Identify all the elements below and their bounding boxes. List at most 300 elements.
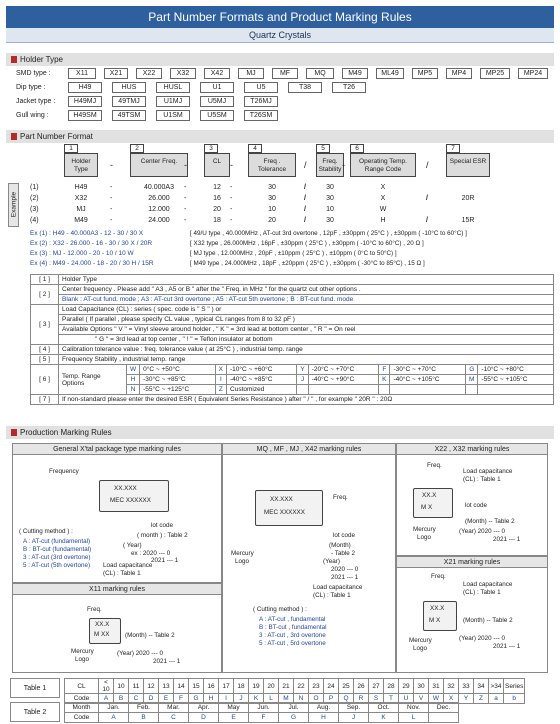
cutting-3: 3 : AT-cut , 3rd overtone (259, 632, 326, 639)
holder-row-label: Dip type : (16, 84, 46, 91)
pn-slash: / (304, 195, 306, 202)
code-cell: Jan. (99, 703, 129, 713)
chip-illustration (413, 488, 453, 518)
code-cell: C (159, 713, 189, 723)
pn-dash: - (230, 160, 233, 170)
logo-label: Logo (75, 656, 90, 663)
spec-num: [ 2 ] (31, 285, 59, 305)
pn-header-2: Center Freq. (130, 153, 188, 177)
code-cell: N (294, 694, 309, 704)
code-cell: U (399, 694, 414, 704)
pn-dash: - (184, 160, 187, 170)
example-label-text: Example (10, 191, 18, 218)
code-cell: 15 (189, 679, 204, 694)
spec-text: Blank : AT-cut fund. mode ; A3 : AT-cut 3rd overtone ; A5 : AT-cut 5th overtone ; B : BT-cut fund. mode (59, 295, 554, 305)
chip-line-2: M XX (94, 631, 110, 638)
code-cell: 10 (114, 679, 129, 694)
holder-row-label: Jacket type : (16, 98, 56, 105)
load-cap-table: (CL) : Table 1 (463, 476, 501, 483)
temp-range-label: Temp. Range Options (59, 365, 127, 395)
year-example-2: 2021 --- 1 (151, 557, 179, 564)
temp-code: Y (297, 365, 308, 375)
chip-illustration (89, 618, 121, 644)
pn-header-num: 3 (204, 144, 218, 153)
example-cell: 15R (461, 217, 475, 224)
chip-line-2: MEC XXXXXX (264, 509, 305, 516)
code-cell: 33 (459, 679, 474, 694)
holder-chip-mj: MJ (238, 68, 264, 79)
spec-num: [ 3 ] (31, 305, 59, 345)
pn-slash: / (304, 160, 307, 170)
pn-dash: - (230, 217, 233, 224)
code-cell: M (279, 694, 294, 704)
code-cell: L (399, 713, 429, 723)
temp-range (478, 385, 554, 395)
temp-code: K (379, 375, 390, 385)
pn-example-lines (0, 230, 560, 274)
example-cell: 30 (326, 195, 334, 202)
example-cell: 24.000 (148, 217, 170, 224)
code-cell: 20 (264, 679, 279, 694)
load-cap-label: Load capacitance (463, 581, 513, 588)
pn-dash: - (110, 160, 113, 170)
code-cell: 32 (444, 679, 459, 694)
year-example-2: 2021 --- 1 (493, 536, 521, 543)
panel-title: General X'tal package type marking rules (13, 444, 221, 455)
example-cell: 40.000A3 (144, 184, 174, 191)
panel-title: X11 marking rules (13, 584, 221, 595)
holder-chip-u1sm: U1SM (156, 110, 190, 121)
code-cell: Y (459, 694, 474, 704)
example-cell: H49 (74, 184, 88, 191)
temp-code (379, 385, 390, 395)
temp-code: G (466, 365, 478, 375)
code-cell: 13 (159, 679, 174, 694)
year-example-2: 2021 --- 1 (493, 643, 521, 650)
pn-header-num: 1 (64, 144, 78, 153)
holder-chip-mq: MQ (306, 68, 334, 79)
temp-range: -30°C ~ +85°C (140, 375, 216, 385)
pn-header-7: Special ESR (446, 153, 490, 177)
mercury-label: Mercury (231, 550, 254, 557)
temp-range: -10°C ~ +60°C (227, 365, 297, 375)
code-cell: 11 (129, 679, 144, 694)
pn-slash: / (426, 160, 429, 170)
temp-code: Z (215, 385, 226, 395)
code-cell: Z (474, 694, 489, 704)
spec-table (30, 274, 554, 405)
cutting-b: B : BT-cut , fundamental (259, 624, 327, 631)
load-cap-table: (CL) : Table 1 (103, 570, 141, 577)
pn-dash: - (230, 195, 233, 202)
mercury-label: Mercury (413, 526, 436, 533)
temp-range: -30°C ~ +70°C (390, 365, 466, 375)
code-cell: 18 (234, 679, 249, 694)
load-cap-label: Load capacitance (463, 468, 513, 475)
table-2 (64, 702, 459, 723)
example-num: (3) (30, 206, 39, 213)
month-label: (Month) -- Table 2 (465, 518, 515, 525)
spec-text: Load Capacitance (CL) : series ( spec. code is " S " ) or (59, 305, 554, 315)
pn-dash: - (230, 184, 233, 191)
example-cell: X (380, 184, 386, 191)
spec-num: [ 6 ] (31, 365, 59, 395)
chip-line-1: XX.XXX (114, 485, 137, 492)
month-label: (Month) (329, 542, 351, 549)
example-desc: [ MJ type , 12.000MHz , 20pF , ±10ppm ( 25°C ) , ±10ppm ( 0°C to 50°C) ] (190, 250, 397, 257)
temp-code (466, 385, 478, 395)
holder-chip-x11: X11 (68, 68, 96, 79)
section-marking-rules: Production Marking Rules (6, 426, 554, 439)
holder-chip-u5mj: U5MJ (200, 96, 234, 107)
cutting-b: B : BT-cut (fundamental) (23, 546, 92, 553)
code-row (65, 679, 525, 694)
spec-text: Holder Type (59, 275, 554, 285)
cutting-5: 5 : AT-cut (5th overtone) (23, 562, 91, 569)
holder-chip-x21: X21 (104, 68, 128, 79)
year-label: ( Year) (123, 542, 142, 549)
code-cell: P (324, 694, 339, 704)
panel-mq (222, 443, 396, 673)
year-example: ex : 2020 --- 0 (131, 550, 171, 557)
logo-label: Logo (235, 558, 250, 565)
code-row (65, 713, 459, 723)
pn-dash: - (184, 195, 187, 202)
code-cell: I (219, 694, 234, 704)
code-cell: 26 (354, 679, 369, 694)
holder-row-label: SMD type : (16, 70, 51, 77)
code-cell: 28 (384, 679, 399, 694)
pn-dash: - (110, 184, 113, 191)
example-cell: 10 (326, 206, 334, 213)
holder-chip-mf: MF (272, 68, 298, 79)
holder-chip-t26mj: T26MJ (244, 96, 278, 107)
holder-chip-u5: U5 (244, 82, 278, 93)
pn-dash: - (110, 195, 113, 202)
temp-code: M (466, 375, 478, 385)
spec-row-5 (31, 355, 554, 365)
pn-header-num: 4 (248, 144, 262, 153)
temp-range (390, 385, 466, 395)
code-cell: R (354, 694, 369, 704)
example-cell: 30 (268, 195, 276, 202)
code-cell: Feb. (129, 703, 159, 713)
code-cell: X (444, 694, 459, 704)
code-cell: Mar. (159, 703, 189, 713)
lot-code-label: lot code (151, 522, 174, 529)
code-cell: F (249, 713, 279, 723)
pn-dash: - (342, 160, 345, 170)
code-row-head: Code (65, 713, 99, 723)
pn-slash: / (304, 217, 306, 224)
chip-line-1: XX.XXX (270, 496, 293, 503)
holder-chip-m49: M49 (342, 68, 368, 79)
lot-code-label: lot code (333, 532, 356, 539)
holder-type-list (0, 68, 560, 124)
example-line: Ex (1) : H49 - 40.000A3 - 12 - 30 / 30 X (30, 230, 144, 237)
chip-line-1: XX.X (95, 621, 110, 628)
example-cell: 12 (213, 184, 221, 191)
code-cell: 31 (429, 679, 444, 694)
spec-text: " G " = 3rd lead at top center , " ! " = Teflon insulator at bottom (59, 335, 554, 345)
spec-num: [ 1 ] (31, 275, 59, 285)
example-cell: H (380, 217, 386, 224)
load-cap-label: Load capacitance (313, 584, 363, 591)
pn-header-num: 2 (130, 144, 144, 153)
code-cell: K (369, 713, 399, 723)
pn-dash: - (110, 217, 113, 224)
chip-illustration (99, 480, 169, 512)
table-1 (64, 678, 525, 704)
pn-slash: / (426, 217, 428, 224)
temp-code: J (297, 375, 308, 385)
code-cell (429, 713, 459, 723)
panel-x21 (396, 556, 548, 673)
pn-header-num: 7 (446, 144, 460, 153)
spec-text: Parallel ( If parallel , please specify CL value , typical CL ranges from 8 to 32 pF ) (59, 315, 554, 325)
pn-header-4: Freq . Tolerance (248, 153, 296, 177)
panel-x11 (12, 583, 222, 673)
code-cell: A (99, 694, 114, 704)
section-holder-type: Holder Type (6, 53, 554, 66)
code-cell: 29 (399, 679, 414, 694)
example-cell: 16 (213, 195, 221, 202)
temp-range: -55°C ~ +105°C (478, 375, 554, 385)
load-cap-table: (CL) : Table 1 (313, 592, 351, 599)
spec-text: Frequency Stability , industrial temp. range (59, 355, 554, 365)
temp-code: W (127, 365, 140, 375)
pn-dash: - (230, 206, 233, 213)
freq-label: Freq. (427, 462, 442, 469)
chip-line-1: XX.X (422, 492, 437, 499)
spec-text: If non-standard please enter the desired ESR ( Equivalent Series Resistance ) after " / " , for example " 20R " : 20Ω (59, 395, 554, 405)
pn-header-1: Holder Type (64, 153, 98, 177)
page-title: Part Number Formats and Product Marking Rules (6, 6, 554, 28)
panel-title: X22 , X32 marking rules (397, 444, 547, 455)
spec-text: Center frequency . Please add " A3 , A5 or B " after the " Freq. in MHz " for the quartz cut other options . (59, 285, 554, 295)
pn-header-3: CL (204, 153, 230, 177)
code-cell: 17 (219, 679, 234, 694)
pn-header-5: Freq. Stability (316, 153, 344, 177)
cutting-a: A : AT-cut (fundamental) (23, 538, 91, 545)
pn-examples (0, 182, 560, 228)
code-cell: D (144, 694, 159, 704)
chip-illustration (423, 601, 457, 631)
chip-line-2: M X (429, 617, 441, 624)
spec-num: [ 4 ] (31, 345, 59, 355)
pn-dash: - (184, 206, 187, 213)
code-cell: Aug. (309, 703, 339, 713)
logo-label: Logo (413, 645, 428, 652)
spec-text: Calibration tolerance value : freq. tolerance value ( at 25°C ) , industrial temp. range (59, 345, 554, 355)
mercury-label: Mercury (71, 648, 94, 655)
holder-chip-t38: T38 (288, 82, 322, 93)
code-cell: T (384, 694, 399, 704)
code-cell: Nov. (399, 703, 429, 713)
temp-range: -10°C ~ +80°C (478, 365, 554, 375)
holder-chip-mp25: MP25 (480, 68, 510, 79)
spec-row-7 (31, 395, 554, 405)
code-cell: b (504, 694, 525, 704)
code-cell: B (129, 713, 159, 723)
example-cell: 30 (326, 184, 334, 191)
holder-chip-u5sm: U5SM (200, 110, 234, 121)
example-line: Ex (2) : X32 - 26.000 - 16 - 30 / 30 X / 20R (30, 240, 153, 247)
example-desc: [ M49 type , 24.000MHz , 18pF , ±20ppm ( 25°C ) , ±30ppm ( -30°C to 85°C) , 15 Ω ] (190, 260, 425, 267)
holder-chip-husl: HUSL (156, 82, 190, 93)
example-cell: 20 (268, 217, 276, 224)
holder-chip-mp24: MP24 (518, 68, 548, 79)
temp-code (297, 385, 308, 395)
code-cell: H (204, 694, 219, 704)
example-cell: MJ (76, 206, 86, 213)
code-cell: 16 (204, 679, 219, 694)
example-cell: 30 (326, 217, 334, 224)
freq-label: Freq. (87, 606, 102, 613)
panel-title: X21 marking rules (397, 557, 547, 568)
code-cell: V (414, 694, 429, 704)
pn-slash: / (304, 206, 306, 213)
code-cell: J (234, 694, 249, 704)
temp-code: I (215, 375, 226, 385)
temp-code: X (215, 365, 226, 375)
month-label: (Month) -- Table 2 (125, 632, 175, 639)
load-cap-label: Load capacitance (103, 562, 153, 569)
spec-num: [ 7 ] (31, 395, 59, 405)
holder-row-label: Gull wing : (16, 112, 49, 119)
holder-chip-x42: X42 (204, 68, 230, 79)
holder-chip-49tmj: 49TMJ (112, 96, 146, 107)
code-cell: J (339, 713, 369, 723)
temp-range (308, 385, 378, 395)
code-cell: 14 (174, 679, 189, 694)
holder-chip-h49mj: H49MJ (68, 96, 102, 107)
code-cell: A (99, 713, 129, 723)
code-cell: C (129, 694, 144, 704)
frequency-label: Frequency (49, 468, 79, 475)
holder-chip-mp4: MP4 (446, 68, 472, 79)
code-cell: 21 (279, 679, 294, 694)
example-cell: W (379, 206, 387, 213)
section-part-number-format: Part Number Format (6, 130, 554, 143)
chip-line-2: M X (421, 504, 433, 511)
code-cell: L (264, 694, 279, 704)
holder-chip-t26sm: T26SM (244, 110, 278, 121)
example-cell: 20 (213, 206, 221, 213)
example-cell: X32 (74, 195, 88, 202)
year-label: (Year) 2020 --- 0 (117, 650, 163, 657)
code-cell: 22 (294, 679, 309, 694)
pn-header-row (0, 144, 560, 180)
code-cell: W (429, 694, 444, 704)
code-cell: H (309, 713, 339, 723)
table1-label: Table 1 (10, 678, 60, 698)
code-cell: Sep. (339, 703, 369, 713)
holder-chip-u1mj: U1MJ (156, 96, 190, 107)
panel-title: MQ , MF , MJ , X42 marking rules (223, 444, 395, 455)
code-cell: E (159, 694, 174, 704)
code-cell: E (219, 713, 249, 723)
code-row-head: CL (65, 679, 99, 694)
code-cell: O (309, 694, 324, 704)
month-table: - Table 2 (331, 550, 356, 557)
load-cap-table: (CL) : Table 1 (463, 589, 501, 596)
pn-slash: / (304, 184, 306, 191)
holder-chip-h49sm: H49SM (68, 110, 102, 121)
temp-code: F (379, 365, 390, 375)
code-cell: 24 (324, 679, 339, 694)
month-label: ( month ) : Table 2 (137, 532, 188, 539)
temp-range: -40°C ~ +85°C (227, 375, 297, 385)
temp-range: -40°C ~ +105°C (390, 375, 466, 385)
code-cell: 27 (369, 679, 384, 694)
code-cell: Dec. (429, 703, 459, 713)
code-cell: May (219, 703, 249, 713)
example-cell: 30 (268, 184, 276, 191)
example-cell: 26.000 (148, 195, 170, 202)
cutting-method-label: ( Cutting method ) : (19, 528, 73, 535)
table2-label: Table 2 (10, 702, 60, 722)
example-num: (4) (30, 217, 39, 224)
spec-row-4 (31, 345, 554, 355)
logo-label: Logo (417, 534, 432, 541)
code-cell: G (279, 713, 309, 723)
panel-x22 (396, 443, 548, 556)
mercury-label: Mercury (409, 637, 432, 644)
cutting-5: 5 : AT-cut , 5rd overtone (259, 640, 326, 647)
example-cell: 12.000 (148, 206, 170, 213)
year-example-2: 2021 --- 1 (153, 658, 181, 665)
pn-dash: - (110, 206, 113, 213)
code-cell: K (249, 694, 264, 704)
code-cell: a (489, 694, 504, 704)
year-label: (Year) 2020 --- 0 (459, 635, 505, 642)
example-line: Ex (4) : M49 - 24.000 - 18 - 20 / 30 H / 15R (30, 260, 154, 267)
holder-chip-x32: X32 (170, 68, 196, 79)
freq-label: Freq. (333, 494, 348, 501)
example-cell: M49 (74, 217, 88, 224)
code-cell: < 10 (99, 679, 114, 694)
code-row-head: Month (65, 703, 99, 713)
spec-row-3 (31, 305, 554, 315)
code-cell: 34 (474, 679, 489, 694)
example-cell: 20R (461, 195, 475, 202)
cutting-method-label: ( Cutting method ) : (253, 606, 307, 613)
example-num: (1) (30, 184, 39, 191)
spec-row-1 (31, 275, 554, 285)
example-line: Ex (3) : MJ - 12.000 - 20 - 10 / 10 W (30, 250, 134, 257)
holder-chip-mp5: MP5 (412, 68, 438, 79)
pn-dash: - (184, 217, 187, 224)
code-cell: 19 (249, 679, 264, 694)
code-cell: G (189, 694, 204, 704)
code-cell: 25 (339, 679, 354, 694)
example-num: (2) (30, 195, 39, 202)
year-example-2: 2021 --- 1 (331, 574, 359, 581)
pn-slash: / (426, 195, 428, 202)
holder-chip-h49: H49 (68, 82, 102, 93)
example-cell: X (380, 195, 386, 202)
holder-chip-hus: HUS (112, 82, 146, 93)
holder-chip-49tsm: 49TSM (112, 110, 146, 121)
spec-row-2 (31, 285, 554, 295)
pn-header-num: 5 (316, 144, 330, 153)
code-cell: Oct. (369, 703, 399, 713)
temp-range: -40°C ~ +90°C (308, 375, 378, 385)
code-cell: Apr. (189, 703, 219, 713)
page-subtitle: Quartz Crystals (6, 28, 554, 43)
temp-code: N (127, 385, 140, 395)
